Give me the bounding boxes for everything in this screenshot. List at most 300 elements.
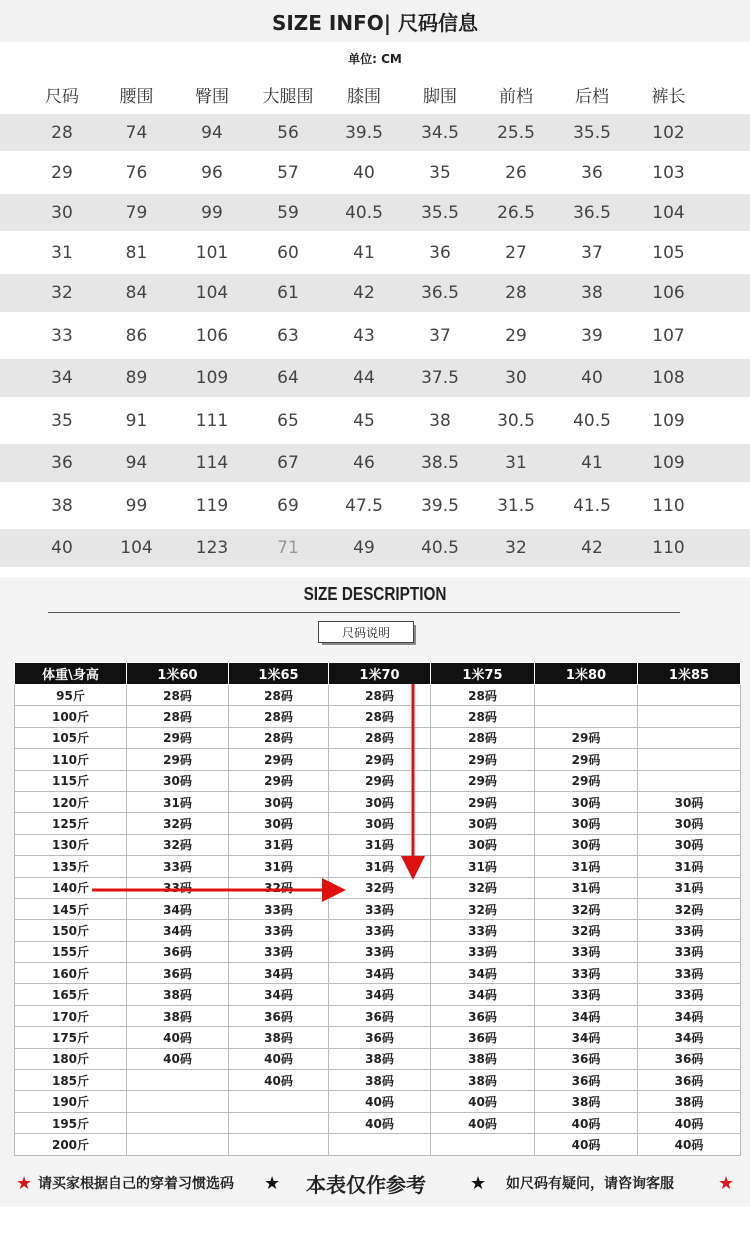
size-cell <box>229 1091 329 1112</box>
size-cell: 33码 <box>229 941 329 962</box>
size-cell: 36码 <box>535 1048 638 1069</box>
weight-label: 120斤 <box>15 791 127 812</box>
size-cell: 28码 <box>127 685 229 706</box>
size-cell: 33码 <box>535 984 638 1005</box>
table-cell: 47.5 <box>345 495 383 516</box>
star-icon: ★ <box>264 1172 281 1194</box>
size-description-title: SIZE DESCRIPTION <box>303 584 447 604</box>
table-cell: 38 <box>581 283 603 303</box>
table-cell: 40.5 <box>421 538 459 558</box>
weight-label: 165斤 <box>15 984 127 1005</box>
table-cell: 74 <box>125 122 148 143</box>
size-cell: 28码 <box>431 727 535 748</box>
table-row <box>15 1112 741 1133</box>
table-row <box>15 1048 741 1069</box>
table-cell: 110 <box>652 495 685 516</box>
table-cell: 94 <box>201 122 223 143</box>
size-cell: 29码 <box>535 727 638 748</box>
size-description-subtitle: 尺码说明 <box>318 621 414 643</box>
size-recommendation-table <box>14 662 741 1156</box>
size-cell: 31码 <box>127 791 229 812</box>
table-row <box>15 791 741 812</box>
table-cell: 46 <box>353 453 375 473</box>
table-cell: 61 <box>277 283 299 303</box>
size-cell: 29码 <box>535 749 638 770</box>
weight-label: 135斤 <box>15 856 127 877</box>
table-cell: 108 <box>652 368 685 388</box>
size-cell: 33码 <box>329 941 431 962</box>
table-cell: 28 <box>505 283 527 303</box>
table-cell: 44 <box>353 368 375 388</box>
table-cell: 33 <box>51 325 73 346</box>
size-cell: 28码 <box>127 706 229 727</box>
table-cell: 35.5 <box>573 122 611 143</box>
table-cell: 49 <box>353 538 375 558</box>
size-cell: 36码 <box>127 963 229 984</box>
height-column-header: 1米60 <box>127 663 229 685</box>
weight-label: 105斤 <box>15 727 127 748</box>
star-icon: ★ <box>16 1172 33 1194</box>
weight-label: 160斤 <box>15 963 127 984</box>
height-column-header: 1米80 <box>535 663 638 685</box>
size-table-row <box>0 151 750 194</box>
weight-label: 175斤 <box>15 1027 127 1048</box>
size-cell: 38码 <box>535 1091 638 1112</box>
table-cell: 109 <box>652 410 685 431</box>
size-cell: 28码 <box>229 685 329 706</box>
size-cell: 29码 <box>329 770 431 791</box>
weight-label: 170斤 <box>15 1005 127 1026</box>
size-cell: 38码 <box>127 984 229 1005</box>
table-cell: 37.5 <box>421 368 459 388</box>
table-cell: 35.5 <box>421 202 459 223</box>
size-cell: 38码 <box>127 1005 229 1026</box>
size-cell: 28码 <box>329 727 431 748</box>
table-cell: 35 <box>51 410 73 431</box>
table-cell: 109 <box>652 453 685 473</box>
table-cell: 30 <box>505 368 527 388</box>
size-cell: 32码 <box>638 898 741 919</box>
size-cell: 38码 <box>329 1070 431 1091</box>
size-cell <box>638 749 741 770</box>
size-cell: 34码 <box>638 1027 741 1048</box>
table-cell: 27 <box>505 242 527 263</box>
size-cell: 32码 <box>229 877 329 898</box>
size-cell: 31码 <box>638 856 741 877</box>
table-row <box>15 1005 741 1026</box>
weight-label: 95斤 <box>15 685 127 706</box>
table-cell: 41 <box>581 453 603 473</box>
table-cell: 40.5 <box>573 410 611 431</box>
table-row <box>15 920 741 941</box>
size-cell: 28码 <box>329 706 431 727</box>
size-cell: 30码 <box>638 791 741 812</box>
size-cell: 29码 <box>431 770 535 791</box>
table-cell: 32 <box>51 283 73 303</box>
table-cell: 64 <box>277 368 299 388</box>
weight-label: 140斤 <box>15 877 127 898</box>
divider <box>48 612 680 613</box>
table-cell: 110 <box>652 538 685 558</box>
weight-label: 130斤 <box>15 834 127 855</box>
size-cell: 40码 <box>638 1134 741 1155</box>
table-cell: 39 <box>581 325 603 346</box>
table-cell: 101 <box>195 242 229 263</box>
size-cell: 36码 <box>431 1027 535 1048</box>
table-cell: 102 <box>652 122 685 143</box>
table-cell: 105 <box>652 242 685 263</box>
table-cell: 96 <box>201 162 223 183</box>
size-cell: 40码 <box>329 1112 431 1133</box>
column-header: 腰围 <box>119 86 154 107</box>
size-cell: 36码 <box>535 1070 638 1091</box>
table-cell: 91 <box>125 410 148 431</box>
table-cell: 30 <box>51 202 73 223</box>
size-cell: 30码 <box>638 834 741 855</box>
size-cell: 38码 <box>329 1048 431 1069</box>
size-cell: 40码 <box>127 1048 229 1069</box>
size-cell: 36码 <box>127 941 229 962</box>
size-cell: 30码 <box>229 791 329 812</box>
size-cell: 31码 <box>431 856 535 877</box>
size-cell: 38码 <box>229 1027 329 1048</box>
size-cell: 30码 <box>329 791 431 812</box>
column-header: 膝围 <box>347 86 381 107</box>
table-cell: 69 <box>277 495 299 516</box>
weight-label: 125斤 <box>15 813 127 834</box>
footer-note <box>0 1165 750 1201</box>
size-cell <box>638 727 741 748</box>
size-cell: 34码 <box>329 963 431 984</box>
size-table-row <box>0 231 750 274</box>
table-cell: 107 <box>652 325 685 346</box>
table-cell: 79 <box>125 202 148 223</box>
weight-label: 200斤 <box>15 1134 127 1155</box>
size-table-row <box>0 397 750 444</box>
size-cell: 34码 <box>535 1005 638 1026</box>
size-cell: 28码 <box>431 685 535 706</box>
size-cell: 40码 <box>638 1112 741 1133</box>
size-cell: 32码 <box>535 920 638 941</box>
size-cell: 29码 <box>431 791 535 812</box>
table-cell: 36.5 <box>573 202 611 223</box>
table-cell: 42 <box>353 283 375 303</box>
size-cell: 34码 <box>431 963 535 984</box>
weight-height-header: 体重\身高 <box>15 663 127 685</box>
size-cell: 32码 <box>431 898 535 919</box>
height-column-header: 1米85 <box>638 663 741 685</box>
table-cell: 57 <box>277 162 299 183</box>
table-cell: 36 <box>581 162 603 183</box>
table-cell: 26.5 <box>497 202 535 223</box>
table-cell: 104 <box>195 283 229 303</box>
size-cell <box>127 1070 229 1091</box>
table-cell: 103 <box>652 162 685 183</box>
table-cell: 60 <box>277 242 299 263</box>
size-info-table <box>0 74 750 567</box>
size-cell: 29码 <box>229 770 329 791</box>
size-cell: 38码 <box>431 1048 535 1069</box>
table-row <box>15 1134 741 1155</box>
table-cell: 34.5 <box>421 122 459 143</box>
table-cell: 84 <box>125 283 148 303</box>
size-table-row <box>0 482 750 529</box>
size-cell <box>638 706 741 727</box>
footer-left-text: 请买家根据自己的穿着习惯选码 <box>38 1176 234 1192</box>
size-cell: 31码 <box>329 856 431 877</box>
size-cell: 31码 <box>535 877 638 898</box>
size-cell: 28码 <box>431 706 535 727</box>
size-cell: 38码 <box>638 1091 741 1112</box>
table-row <box>15 856 741 877</box>
table-row <box>15 749 741 770</box>
size-cell <box>127 1134 229 1155</box>
weight-label: 155斤 <box>15 941 127 962</box>
column-header: 裤长 <box>651 86 686 107</box>
table-row <box>15 727 741 748</box>
table-cell: 114 <box>195 453 229 473</box>
table-cell: 38 <box>429 410 451 431</box>
height-column-header: 1米70 <box>329 663 431 685</box>
size-cell: 30码 <box>535 791 638 812</box>
table-cell: 39.5 <box>345 122 383 143</box>
table-row <box>15 770 741 791</box>
table-row <box>15 898 741 919</box>
table-cell: 43 <box>353 325 375 346</box>
table-cell: 35 <box>429 162 451 183</box>
size-cell: 28码 <box>229 706 329 727</box>
size-cell: 40码 <box>431 1091 535 1112</box>
size-cell: 31码 <box>535 856 638 877</box>
size-cell: 40码 <box>329 1091 431 1112</box>
table-cell: 89 <box>125 368 148 388</box>
table-cell: 86 <box>125 325 148 346</box>
table-cell: 36.5 <box>421 283 459 303</box>
table-cell: 37 <box>429 325 451 346</box>
size-cell: 34码 <box>535 1027 638 1048</box>
size-cell: 36码 <box>431 1005 535 1026</box>
size-cell: 28码 <box>229 727 329 748</box>
table-cell: 28 <box>51 122 73 143</box>
height-column-header: 1米75 <box>431 663 535 685</box>
table-cell: 40 <box>581 368 603 388</box>
table-row <box>15 984 741 1005</box>
size-cell: 33码 <box>127 856 229 877</box>
size-cell: 40码 <box>229 1070 329 1091</box>
table-cell: 40 <box>353 162 375 183</box>
size-cell: 34码 <box>127 898 229 919</box>
size-table-row <box>0 312 750 359</box>
size-cell: 40码 <box>127 1027 229 1048</box>
weight-label: 190斤 <box>15 1091 127 1112</box>
size-cell: 34码 <box>638 1005 741 1026</box>
column-header: 脚围 <box>423 86 457 107</box>
column-header: 前档 <box>499 86 533 107</box>
size-cell <box>431 1134 535 1155</box>
size-cell: 29码 <box>535 770 638 791</box>
table-row <box>15 963 741 984</box>
size-cell: 33码 <box>431 941 535 962</box>
size-cell: 36码 <box>638 1048 741 1069</box>
size-cell: 33码 <box>638 941 741 962</box>
size-cell: 30码 <box>229 813 329 834</box>
size-cell <box>229 1112 329 1133</box>
size-cell: 33码 <box>329 898 431 919</box>
size-cell: 40码 <box>535 1134 638 1155</box>
size-cell: 40码 <box>535 1112 638 1133</box>
table-cell: 106 <box>195 325 229 346</box>
table-cell: 29 <box>51 162 73 183</box>
table-cell: 31 <box>505 453 527 473</box>
size-cell: 36码 <box>329 1027 431 1048</box>
table-cell: 104 <box>120 538 153 558</box>
weight-label: 100斤 <box>15 706 127 727</box>
size-cell <box>127 1112 229 1133</box>
size-cell: 32码 <box>431 877 535 898</box>
table-row <box>15 813 741 834</box>
table-cell: 41 <box>353 242 375 263</box>
size-cell: 31码 <box>638 877 741 898</box>
size-cell <box>535 685 638 706</box>
size-cell: 29码 <box>229 749 329 770</box>
size-cell: 32码 <box>535 898 638 919</box>
table-row <box>15 1070 741 1091</box>
size-cell: 36码 <box>229 1005 329 1026</box>
table-cell: 38 <box>51 495 73 516</box>
size-cell: 40码 <box>431 1112 535 1133</box>
star-icon: ★ <box>470 1172 487 1194</box>
size-table-row <box>0 359 750 397</box>
table-cell: 26 <box>505 162 527 183</box>
weight-label: 180斤 <box>15 1048 127 1069</box>
weight-label: 150斤 <box>15 920 127 941</box>
table-cell: 99 <box>125 495 148 516</box>
size-cell: 34码 <box>329 984 431 1005</box>
table-cell: 106 <box>652 283 685 303</box>
table-cell: 94 <box>125 453 148 473</box>
table-cell: 41.5 <box>573 495 611 516</box>
size-cell <box>535 706 638 727</box>
table-cell: 37 <box>581 242 603 263</box>
size-cell: 33码 <box>329 920 431 941</box>
size-cell: 33码 <box>638 984 741 1005</box>
size-cell: 38码 <box>431 1070 535 1091</box>
size-cell: 34码 <box>229 963 329 984</box>
size-cell: 31码 <box>329 834 431 855</box>
table-row <box>15 685 741 706</box>
table-cell: 31 <box>51 242 73 263</box>
table-cell: 38.5 <box>421 453 459 473</box>
table-cell: 31.5 <box>497 495 535 516</box>
size-cell: 33码 <box>127 877 229 898</box>
size-info-title: SIZE INFO| 尺码信息 <box>0 0 750 42</box>
size-cell: 33码 <box>431 920 535 941</box>
size-cell: 30码 <box>431 813 535 834</box>
size-table-row <box>0 274 750 312</box>
table-cell: 59 <box>277 202 299 223</box>
table-cell: 119 <box>195 495 229 516</box>
height-column-header: 1米65 <box>229 663 329 685</box>
table-cell: 67 <box>277 453 299 473</box>
table-cell: 99 <box>201 202 223 223</box>
table-cell: 39.5 <box>421 495 459 516</box>
table-row <box>15 941 741 962</box>
table-row <box>15 1091 741 1112</box>
column-header: 后档 <box>575 86 609 107</box>
weight-label: 115斤 <box>15 770 127 791</box>
size-cell: 28码 <box>329 685 431 706</box>
column-header: 臀围 <box>195 86 229 107</box>
size-cell: 36码 <box>329 1005 431 1026</box>
table-cell: 40 <box>51 538 73 558</box>
size-table-row <box>0 194 750 231</box>
size-cell: 36码 <box>638 1070 741 1091</box>
column-header: 大腿围 <box>262 86 314 107</box>
table-cell: 36 <box>51 453 73 473</box>
size-cell: 32码 <box>127 813 229 834</box>
table-cell: 111 <box>195 410 229 431</box>
size-table-row <box>0 114 750 151</box>
table-row <box>15 706 741 727</box>
size-cell: 30码 <box>535 834 638 855</box>
table-row <box>15 877 741 898</box>
size-table-row <box>0 444 750 482</box>
weight-label: 185斤 <box>15 1070 127 1091</box>
size-cell <box>638 770 741 791</box>
size-cell: 33码 <box>535 963 638 984</box>
size-cell <box>127 1091 229 1112</box>
footer-right-text: 如尺码有疑问，请咨询客服 <box>506 1176 674 1192</box>
size-cell <box>229 1134 329 1155</box>
table-cell: 104 <box>652 202 685 223</box>
table-cell: 56 <box>277 122 299 143</box>
size-cell: 30码 <box>431 834 535 855</box>
table-cell: 109 <box>195 368 229 388</box>
table-cell: 29 <box>505 325 527 346</box>
size-cell: 33码 <box>229 898 329 919</box>
size-cell: 32码 <box>127 834 229 855</box>
weight-label: 110斤 <box>15 749 127 770</box>
size-cell: 29码 <box>127 727 229 748</box>
size-cell: 33码 <box>229 920 329 941</box>
footer-center-text: 本表仅作参考 <box>306 1172 426 1197</box>
size-cell: 34码 <box>431 984 535 1005</box>
size-cell: 31码 <box>229 856 329 877</box>
table-cell: 81 <box>125 242 148 263</box>
size-cell: 30码 <box>127 770 229 791</box>
size-cell: 40码 <box>229 1048 329 1069</box>
size-cell <box>638 685 741 706</box>
size-cell: 30码 <box>638 813 741 834</box>
table-cell: 40.5 <box>345 202 383 223</box>
size-cell: 32码 <box>329 877 431 898</box>
weight-label: 145斤 <box>15 898 127 919</box>
weight-label: 195斤 <box>15 1112 127 1133</box>
star-icon: ★ <box>718 1172 735 1194</box>
table-cell: 32 <box>505 538 527 558</box>
size-cell: 30码 <box>535 813 638 834</box>
size-table-header <box>0 74 750 114</box>
table-cell: 42 <box>581 538 603 558</box>
size-cell: 34码 <box>229 984 329 1005</box>
table-row <box>15 834 741 855</box>
table-cell: 30.5 <box>497 410 535 431</box>
unit-label: 单位: CM <box>348 51 402 66</box>
table-cell: 123 <box>195 538 229 558</box>
size-cell: 29码 <box>127 749 229 770</box>
size-cell <box>329 1134 431 1155</box>
table-cell: 25.5 <box>497 122 535 143</box>
